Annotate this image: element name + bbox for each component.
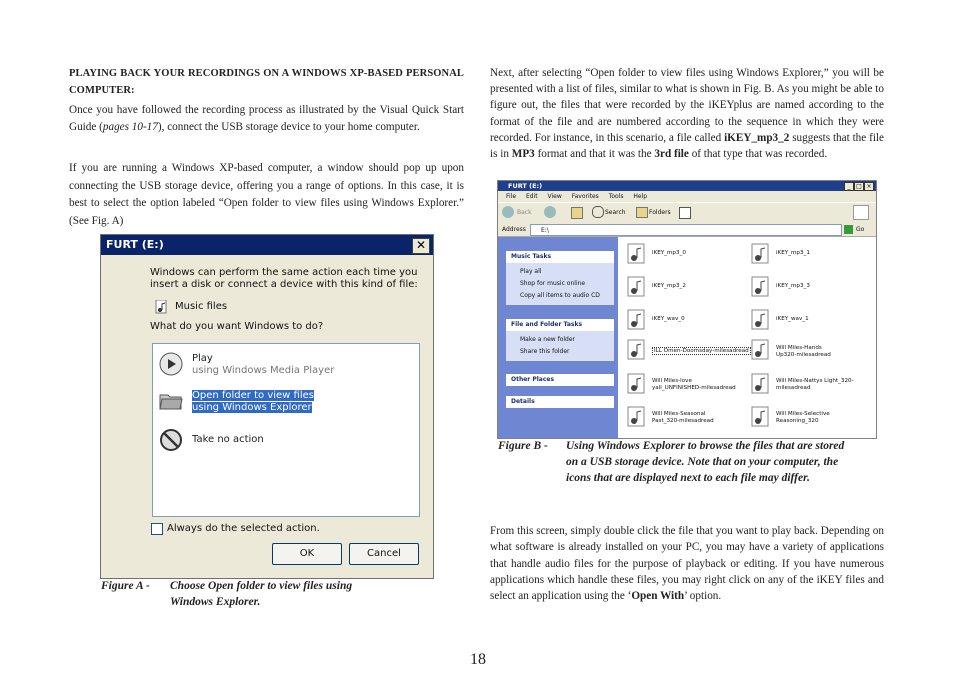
action-list xyxy=(152,343,420,517)
file-list xyxy=(620,237,876,438)
no-action-icon xyxy=(159,428,183,452)
menu-tools[interactable]: Tools xyxy=(608,193,624,200)
audio-file-icon xyxy=(750,373,772,395)
menu-favorites[interactable]: Favorites xyxy=(571,193,599,200)
audio-file-icon xyxy=(626,309,648,331)
file-tasks-body xyxy=(506,331,614,361)
share-folder-link[interactable]: Share this folder xyxy=(520,348,570,355)
option-play-label: Play xyxy=(192,353,213,364)
file-tasks-header[interactable]: File and Folder Tasks xyxy=(506,319,614,331)
section-heading: PLAYING BACK YOUR RECORDINGS ON A WINDOWS XP-BASED PERSONAL COMPUTER: xyxy=(69,68,464,96)
play-all-link[interactable]: Play all xyxy=(520,268,542,275)
minimize-icon[interactable]: _ xyxy=(844,182,854,191)
go-label[interactable]: Go xyxy=(856,226,865,233)
option-open-sub: using Windows Explorer xyxy=(192,401,312,413)
maximize-icon[interactable]: □ xyxy=(854,182,864,191)
figure-a-label: Figure A - xyxy=(101,580,150,592)
up-folder-icon[interactable] xyxy=(571,207,583,219)
windows-logo-icon xyxy=(853,205,869,220)
file-item[interactable]: iKEY_wav_1 xyxy=(750,307,870,335)
audio-file-icon xyxy=(626,406,648,428)
menu-help[interactable]: Help xyxy=(633,193,648,200)
menu-view[interactable]: View xyxy=(547,193,562,200)
search-label[interactable]: Search xyxy=(605,209,626,216)
menu-file[interactable]: File xyxy=(506,193,517,200)
explorer-paragraph: Next, after selecting “Open folder to view files using Windows Explorer,” you will be presented with a list of files, similar to what is shown in Fig. B. As you might be able to figure out, the files that were recorded by the iKEYplus are named according to the format of the file and are numbered according to the sequence in which they were recorded. For instance, in this scenario, a file called iKEY_mp3_2 suggests that the file is in MP3 format and that it was the 3rd file of that type that was recorded. xyxy=(490,67,884,161)
playback-paragraph: From this screen, simply double click the file that you want to play back. Depending on what software is already installed on your PC, you may have a variety of applications that handle audio files for the purpose of playback or editing. If you have numerous applications which handle these files, you may right click on any of the iKEY files and select an application using the ‘Open With’ option. xyxy=(490,525,884,603)
audio-file-icon xyxy=(750,309,772,331)
address-label: Address xyxy=(502,226,526,233)
folder-icon xyxy=(159,389,183,413)
back-icon[interactable] xyxy=(502,206,514,218)
music-file-icon xyxy=(155,299,169,313)
views-icon[interactable] xyxy=(679,207,691,219)
other-places-header[interactable]: Other Places xyxy=(506,374,614,386)
close-icon[interactable]: ✕ xyxy=(412,238,430,254)
file-item[interactable]: iKEY_wav_0 xyxy=(626,307,746,335)
figure-b-label: Figure B - xyxy=(498,440,548,452)
always-checkbox-label: Always do the selected action. xyxy=(167,523,320,534)
ok-button[interactable]: OK xyxy=(272,543,342,565)
dialog-title: FURT (E:) xyxy=(101,235,433,255)
file-item[interactable]: Will Miles-Seasonal Past_320-milesadread xyxy=(626,404,746,432)
copy-cd-link[interactable]: Copy all items to audio CD xyxy=(520,292,600,299)
menu-bar xyxy=(498,191,876,202)
figure-a-caption: Choose Open folder to view files using Windows Explorer. xyxy=(170,580,353,608)
option-no-action[interactable] xyxy=(159,428,409,458)
folders-label[interactable]: Folders xyxy=(649,209,671,216)
toolbar xyxy=(498,202,876,224)
xp-paragraph: If you are running a Windows XP-based computer, a window should pop up upon connecting the USB storage device, offering you a range of options. In this case, it is best to select the option labeled “Open folder to view files using Windows Explorer.” (See Fig. A) xyxy=(69,162,464,227)
close-icon[interactable]: × xyxy=(864,182,874,191)
file-item[interactable]: Will Miles-Nattys Light_320-milesadread xyxy=(750,371,870,399)
audio-file-icon xyxy=(626,243,648,265)
media-player-icon xyxy=(159,352,183,376)
details-header[interactable]: Details xyxy=(506,396,614,408)
explorer-window xyxy=(497,180,877,439)
menu-edit[interactable]: Edit xyxy=(525,193,538,200)
file-item[interactable]: iKEY_mp3_1 xyxy=(750,241,870,269)
option-play[interactable] xyxy=(159,352,409,382)
new-folder-link[interactable]: Make a new folder xyxy=(520,336,576,343)
audio-file-icon xyxy=(626,339,648,361)
file-item[interactable]: Will Miles-Hands Up320-milesadread xyxy=(750,337,870,365)
forward-icon[interactable] xyxy=(544,206,556,218)
cancel-button[interactable]: Cancel xyxy=(349,543,419,565)
option-open-folder[interactable] xyxy=(159,389,409,419)
option-play-sub: using Windows Media Player xyxy=(192,364,335,376)
folders-icon[interactable] xyxy=(636,207,648,218)
audio-file-icon xyxy=(750,243,772,265)
dialog-question: What do you want Windows to do? xyxy=(150,321,324,332)
audio-file-icon xyxy=(626,373,648,395)
address-input[interactable]: E:\ xyxy=(530,224,842,236)
file-item[interactable]: iKEY_mp3_2 xyxy=(626,274,746,302)
file-item[interactable]: ILL Omen-Doomsday-milesadread xyxy=(626,337,746,365)
audio-file-icon xyxy=(750,339,772,361)
music-tasks-header[interactable]: Music Tasks xyxy=(506,251,614,263)
option-open-label: Open folder to view files xyxy=(192,390,314,401)
explorer-title: FURT (E:) xyxy=(498,181,876,191)
search-icon[interactable] xyxy=(592,206,604,218)
figure-b-caption: Using Windows Explorer to browse the files that are stored on a USB storage device. Note that on your computer, the icons that are displayed next to each file may differ. xyxy=(566,440,845,484)
dialog-intro: Windows can perform the same action each time you insert a disk or connect a device with this kind of file: xyxy=(150,267,418,290)
file-item[interactable]: iKEY_mp3_3 xyxy=(750,274,870,302)
address-bar xyxy=(498,223,876,237)
file-item[interactable]: Will Miles-love yall_UNFINISHED-milesadread xyxy=(626,371,746,399)
option-no-action-label: Take no action xyxy=(192,434,264,445)
file-item[interactable]: iKEY_mp3_0 xyxy=(626,241,746,269)
task-pane xyxy=(498,237,618,438)
back-label[interactable]: Back xyxy=(517,209,532,216)
file-type-label: Music files xyxy=(175,301,228,312)
go-icon[interactable] xyxy=(844,225,853,234)
page-number: 18 xyxy=(470,651,486,668)
intro-paragraph: Once you have followed the recording process as illustrated by the Visual Quick Start Guide (pages 10-17), connect the USB storage device to your home computer. xyxy=(69,104,464,133)
audio-file-icon xyxy=(750,406,772,428)
always-checkbox[interactable] xyxy=(151,523,163,535)
audio-file-icon xyxy=(750,276,772,298)
audio-file-icon xyxy=(626,276,648,298)
music-tasks-body xyxy=(506,263,614,305)
shop-music-link[interactable]: Shop for music online xyxy=(520,280,586,287)
file-item[interactable]: Will Miles-Selective Reasoning_320 xyxy=(750,404,870,432)
autoplay-dialog xyxy=(100,234,434,579)
